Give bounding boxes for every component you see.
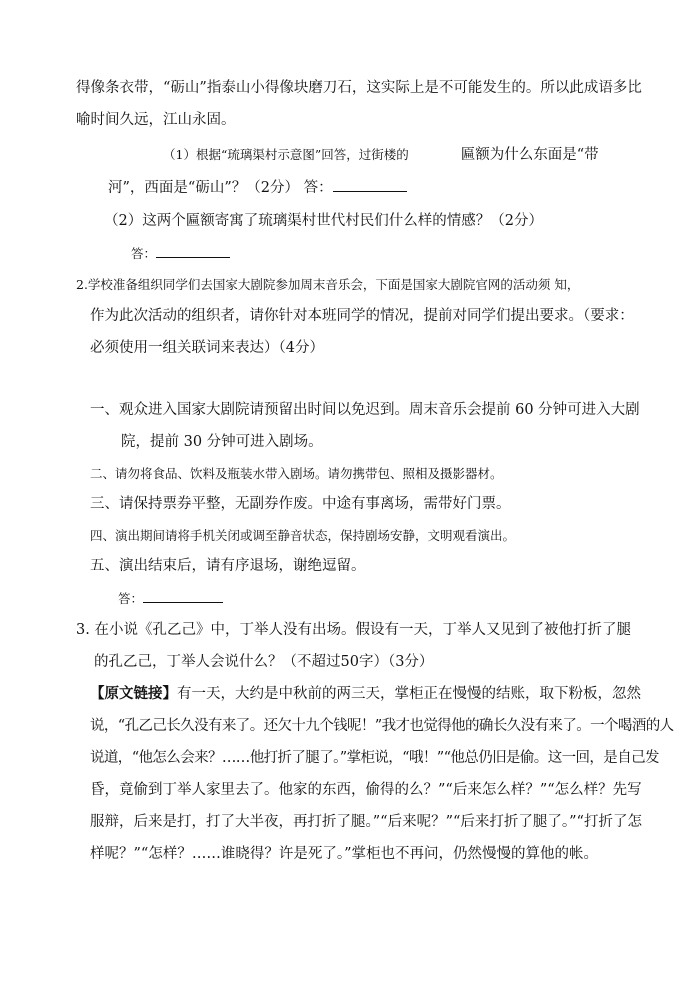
question-2-line: 必须使用一组关联词来表达）（4分） [90, 340, 324, 356]
answer-line [131, 243, 230, 264]
notice-item-5: 五、演出结束后，请有序退场，谢绝逗留。 [90, 558, 366, 574]
passage-line: 样呢？”“怎样？……谁晓得？许是死了。”掌柜也不再问，仍然慢慢的算他的帐。 [90, 846, 598, 862]
passage-line: 说道，“他怎么会来？……他打折了腿了。”掌柜说，“哦！”“他总仍旧是偷。这一回，是自己发 [90, 750, 659, 766]
question-1-1-line [108, 177, 407, 198]
question-2-line: 作为此次活动的组织者，请你针对本班同学的情况，提前对同学们提出要求。（要求： [90, 308, 634, 324]
passage-line: 说，“孔乙己长久没有来了。还欠十九个钱呢！”我才也觉得他的确长久没有来了。一个喝酒的人 [90, 718, 674, 734]
paragraph-line: 喻时间久远，江山永固。 [76, 112, 236, 128]
question-2-line: 2.学校准备组织同学们去国家大剧院参加周末音乐会，下面是国家大剧院官网的活动须 知， [76, 277, 580, 292]
paragraph-line: 得像条衣带，“砺山”指泰山小得像块磨刀石，这实际上是不可能发生的。所以此成语多比 [76, 80, 642, 96]
question-3-line: 的孔乙己，丁举人会说什么？（不超过50字）（3分） [94, 654, 434, 670]
notice-item-1: 一、观众进入国家大剧院请预留出时间以免迟到。周末音乐会提前 60 分钟可进入大剧 [90, 402, 640, 418]
passage-line [90, 684, 641, 704]
question-text: 河”，西面是“砺山”？（2分） 答： [108, 180, 333, 196]
question-1-1-line [163, 145, 599, 165]
answer-label: 答： [118, 591, 144, 606]
answer-blank [156, 243, 230, 258]
question-3-line: 3. 在小说《孔乙己》中，丁举人没有出场。假设有一天，丁举人又见到了被他打折了腿 [76, 622, 631, 638]
answer-label: 答： [131, 246, 157, 261]
question-text: （1）根据“琉璃渠村示意图”回答，过街楼的 [163, 147, 409, 162]
notice-item-1-cont: 院，提前 30 分钟可进入剧场。 [121, 434, 323, 450]
question-1-2-line: （2）这两个匾额寄寓了琉璃渠村世代村民们什么样的情感？（2分） [104, 213, 543, 229]
notice-item-3: 三、请保持票券平整，无副券作废。中途有事离场，需带好门票。 [90, 496, 511, 512]
passage-line: 服辩，后来是打，打了大半夜，再打折了腿。”“后来呢？”“后来打折了腿了。”“打折了怎 [90, 814, 642, 830]
answer-blank [333, 177, 407, 192]
passage-label: 【原文链接】 [90, 685, 177, 702]
question-text: 匾额为什么东面是“带 [460, 147, 599, 163]
passage-line: 昏，竟偷到丁举人家里去了。他家的东西，偷得的么？”“后来怎么样？”“怎么样？先写 [90, 782, 642, 798]
answer-line [118, 588, 223, 609]
notice-item-4: 四、演出期间请将手机关闭或调至静音状态，保持剧场安静，文明观看演出。 [90, 528, 516, 543]
answer-blank [143, 588, 223, 603]
passage-text: 有一天，大约是中秋前的两三天，掌柜正在慢慢的结账，取下粉板，忽然 [177, 686, 641, 702]
notice-item-2: 二、请勿将食品、饮料及瓶装水带入剧场。请勿携带包、照相及摄影器材。 [90, 466, 503, 481]
